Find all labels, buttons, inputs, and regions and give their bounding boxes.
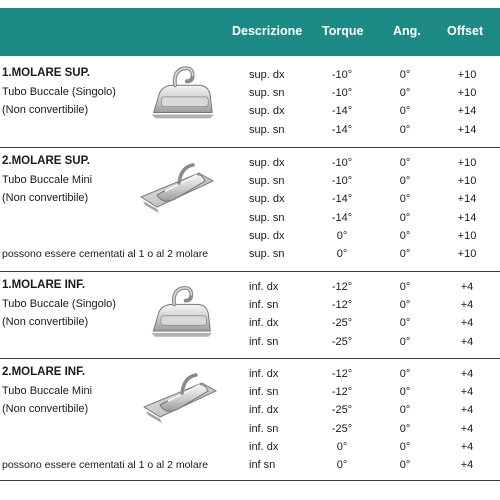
row-descrizione: sup. dx	[249, 69, 285, 81]
row-descrizione: sup. dx	[249, 229, 285, 242]
row-torque: -12°	[331, 281, 353, 293]
row-ang: 0°	[399, 248, 411, 260]
row-torque: -10°	[331, 157, 353, 169]
section-note: possono essere cementati al 1 o al 2 molare	[2, 459, 209, 471]
section-subtitle: (Non convertibile)	[2, 104, 89, 116]
row-torque: -14°	[331, 193, 353, 206]
row-descrizione: inf. dx	[249, 440, 279, 453]
section-subtitle: (Non convertibile)	[2, 403, 89, 415]
row-offset: +14	[457, 123, 477, 136]
row-descrizione: inf. sn	[249, 299, 279, 312]
row-offset: +4	[460, 422, 474, 435]
row-offset: +4	[460, 335, 474, 348]
header-ang: Ang.	[393, 24, 421, 38]
row-offset: +4	[460, 368, 474, 380]
row-torque: 0°	[336, 459, 348, 471]
row-torque: -10°	[331, 69, 353, 81]
section-note: possono essere cementati al 1 o al 2 molare	[2, 248, 209, 260]
row-torque: -14°	[331, 211, 353, 224]
section-divider	[0, 147, 500, 148]
row-torque: -14°	[331, 123, 353, 136]
row-torque: 0°	[336, 229, 348, 242]
row-offset: +10	[457, 229, 477, 242]
row-torque: -25°	[331, 317, 353, 330]
buccal-tube-hook-icon	[140, 63, 218, 123]
section-subtitle: (Non convertibile)	[2, 192, 89, 204]
row-torque: -25°	[331, 404, 353, 417]
row-descrizione: inf. dx	[249, 281, 279, 293]
row-torque: -12°	[331, 386, 353, 399]
product-section	[0, 358, 500, 480]
row-ang: 0°	[399, 440, 411, 453]
row-ang: 0°	[399, 175, 411, 188]
row-ang: 0°	[399, 157, 411, 169]
row-torque: -10°	[331, 87, 353, 100]
row-descrizione: inf. dx	[249, 317, 279, 330]
row-offset: +4	[460, 317, 474, 330]
row-offset: +10	[457, 157, 477, 169]
row-ang: 0°	[399, 335, 411, 348]
bottom-rule	[0, 480, 500, 481]
section-subtitle: Tubo Buccale Mini	[2, 385, 93, 397]
row-torque: 0°	[336, 440, 348, 453]
row-torque: -25°	[331, 335, 353, 348]
row-descrizione: sup. sn	[249, 211, 285, 224]
buccal-tube-mini-icon	[138, 364, 222, 428]
row-offset: +10	[457, 69, 477, 81]
row-offset: +4	[460, 281, 474, 293]
row-torque: -12°	[331, 299, 353, 312]
row-ang: 0°	[399, 422, 411, 435]
row-ang: 0°	[399, 299, 411, 312]
row-ang: 0°	[399, 193, 411, 206]
row-ang: 0°	[399, 69, 411, 81]
product-section	[0, 59, 500, 147]
row-offset: +14	[457, 211, 477, 224]
row-offset: +10	[457, 87, 477, 100]
table-header	[0, 8, 500, 56]
row-ang: 0°	[399, 211, 411, 224]
product-section	[0, 147, 500, 271]
row-ang: 0°	[399, 105, 411, 118]
row-torque: 0°	[336, 248, 348, 260]
product-section	[0, 271, 500, 358]
row-ang: 0°	[399, 368, 411, 380]
section-subtitle: (Non convertibile)	[2, 316, 89, 328]
row-offset: +10	[457, 175, 477, 188]
row-offset: +4	[460, 459, 474, 471]
row-descrizione: inf. sn	[249, 386, 279, 399]
section-subtitle: Tubo Buccale Mini	[2, 174, 93, 186]
row-torque: -25°	[331, 422, 353, 435]
row-descrizione: inf. dx	[249, 404, 279, 417]
row-offset: +4	[460, 386, 474, 399]
row-offset: +14	[457, 193, 477, 206]
row-descrizione: sup. sn	[249, 175, 285, 188]
row-torque: -12°	[331, 368, 353, 380]
row-descrizione: inf sn	[249, 459, 276, 471]
row-ang: 0°	[399, 281, 411, 293]
row-descrizione: sup. sn	[249, 87, 285, 100]
row-descrizione: inf. dx	[249, 368, 279, 380]
section-title: 1.MOLARE SUP.	[2, 67, 90, 79]
row-torque: -14°	[331, 105, 353, 118]
row-descrizione: inf. sn	[249, 422, 279, 435]
section-title: 2.MOLARE INF.	[2, 366, 86, 378]
row-descrizione: sup. dx	[249, 193, 285, 206]
row-offset: +4	[460, 299, 474, 312]
header-descrizione: Descrizione	[232, 24, 303, 38]
section-title: 1.MOLARE INF.	[2, 279, 86, 291]
row-ang: 0°	[399, 317, 411, 330]
row-offset: +4	[460, 404, 474, 417]
row-descrizione: sup. sn	[249, 248, 285, 260]
row-ang: 0°	[399, 404, 411, 417]
row-ang: 0°	[399, 386, 411, 399]
section-divider	[0, 271, 500, 272]
row-offset: +4	[460, 440, 474, 453]
buccal-tube-mini-icon	[135, 155, 219, 217]
row-descrizione: sup. sn	[249, 123, 285, 136]
row-ang: 0°	[399, 459, 411, 471]
row-ang: 0°	[399, 229, 411, 242]
row-descrizione: inf. sn	[249, 335, 279, 348]
section-subtitle: Tubo Buccale (Singolo)	[2, 298, 116, 310]
header-torque: Torque	[322, 24, 364, 38]
header-offset: Offset	[447, 24, 484, 38]
section-title: 2.MOLARE SUP.	[2, 155, 90, 167]
row-offset: +14	[457, 105, 477, 118]
buccal-tube-hook-icon	[140, 281, 216, 343]
row-offset: +10	[457, 248, 477, 260]
row-descrizione: sup. dx	[249, 157, 285, 169]
row-ang: 0°	[399, 87, 411, 100]
row-ang: 0°	[399, 123, 411, 136]
row-torque: -10°	[331, 175, 353, 188]
row-descrizione: sup. dx	[249, 105, 285, 118]
section-divider	[0, 358, 500, 359]
section-subtitle: Tubo Buccale (Singolo)	[2, 86, 116, 98]
